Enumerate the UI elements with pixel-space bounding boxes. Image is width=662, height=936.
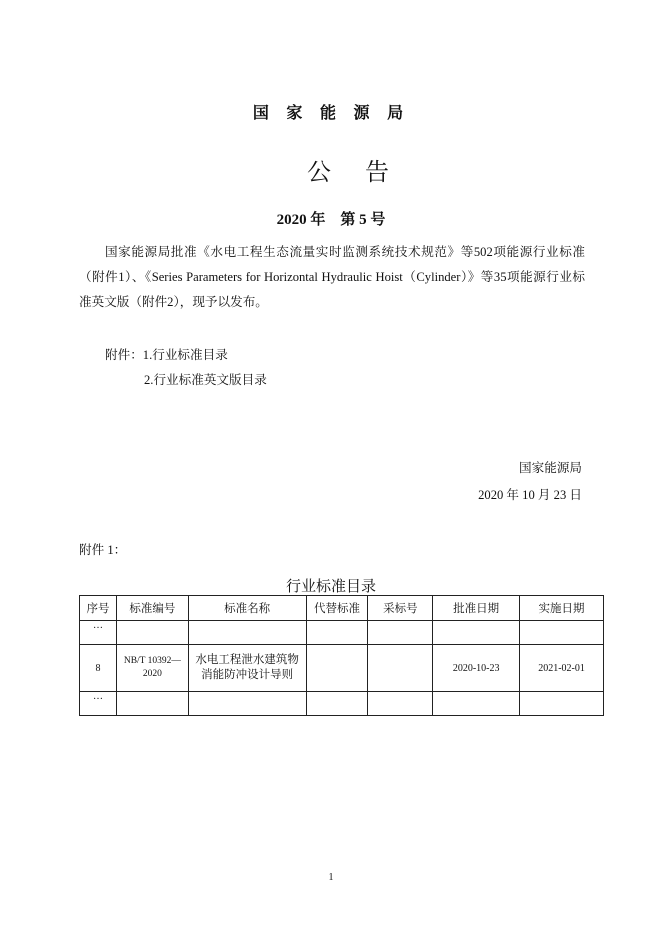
table-cell <box>433 692 520 716</box>
notice-year-suffix: 年 <box>310 210 326 228</box>
notice-number-line <box>0 208 662 229</box>
column-header-code: 标准编号 <box>116 596 188 621</box>
column-header-adopted: 采标号 <box>368 596 433 621</box>
table-cell <box>306 645 368 692</box>
table-cell <box>368 692 433 716</box>
notice-di: 第 <box>340 210 356 228</box>
issuer-title: 国 家 能 源 局 <box>252 103 410 122</box>
notice-number: 5 <box>359 212 367 228</box>
attachment-line-2: 2.行业标准英文版目录 <box>144 373 267 387</box>
table-header-row <box>80 596 604 621</box>
annex-table-title: 行业标准目录 <box>285 577 376 595</box>
table-cell <box>188 692 306 716</box>
table-cell <box>306 621 368 645</box>
column-header-approval-date: 批准日期 <box>433 596 520 621</box>
table-row <box>80 692 604 716</box>
column-header-effective-date: 实施日期 <box>520 596 604 621</box>
page-number: 1 <box>328 872 334 883</box>
table-cell: … <box>80 692 117 716</box>
notice-title: 公告 <box>307 158 423 186</box>
table-cell <box>188 621 306 645</box>
standards-table <box>79 595 604 716</box>
table-cell <box>433 621 520 645</box>
table-cell: … <box>80 621 117 645</box>
table-cell: NB/T 10392—2020 <box>116 645 188 692</box>
table-cell: 2020-10-23 <box>433 645 520 692</box>
notice-hao: 号 <box>370 210 386 228</box>
table-cell <box>368 645 433 692</box>
table-row <box>80 621 604 645</box>
table-row <box>80 645 604 692</box>
annex-label: 附件 1： <box>79 543 127 557</box>
column-header-name: 标准名称 <box>188 596 306 621</box>
table-cell <box>520 621 604 645</box>
table-cell <box>116 621 188 645</box>
signature-date: 2020 年 10 月 23 日 <box>478 488 582 502</box>
column-header-index: 序号 <box>80 596 117 621</box>
table-cell: 8 <box>80 645 117 692</box>
table-cell <box>368 621 433 645</box>
table-cell: 水电工程泄水建筑物消能防冲设计导则 <box>188 645 306 692</box>
table-cell <box>306 692 368 716</box>
table-cell <box>520 692 604 716</box>
column-header-replaces: 代替标准 <box>306 596 368 621</box>
attachment-line-1: 附件：1.行业标准目录 <box>105 348 228 362</box>
notice-body-paragraph: 国家能源局批准《水电工程生态流量实时监测系统技术规范》等502项能源行业标准（附件1）、《Series Parameters for Horizontal Hydraulic Hoist（Cylinder）》等35项能源行业标准英文版（附件2），现予以发布。 <box>79 245 585 309</box>
table-cell <box>116 692 188 716</box>
signature-org: 国家能源局 <box>519 461 582 475</box>
table-cell: 2021-02-01 <box>520 645 604 692</box>
notice-year: 2020 <box>276 212 307 228</box>
